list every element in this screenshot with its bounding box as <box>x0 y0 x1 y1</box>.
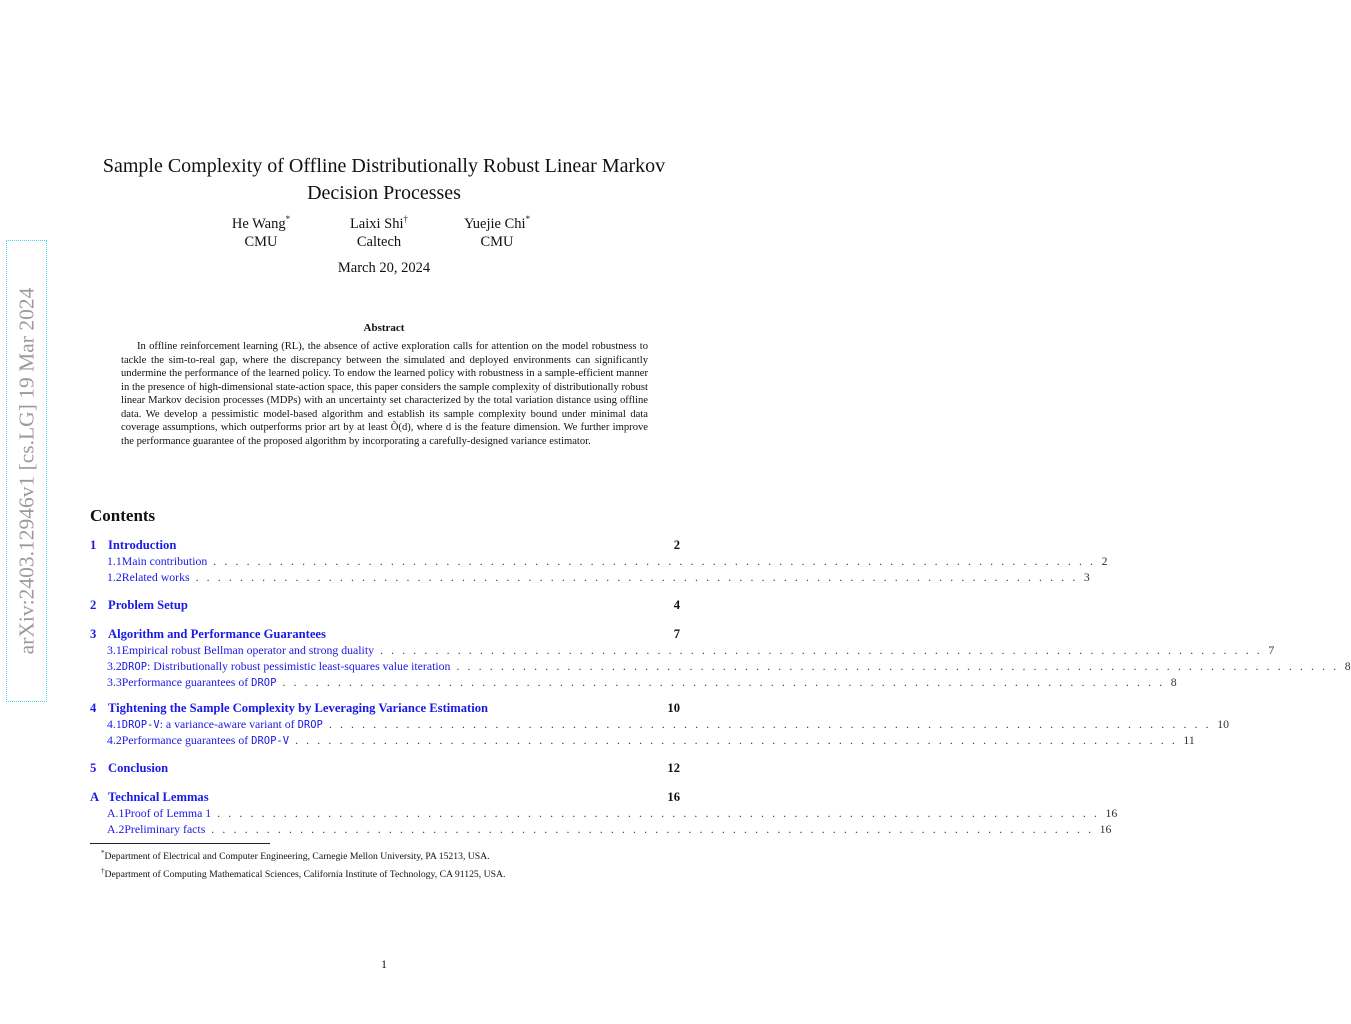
toc-entry[interactable] <box>90 659 1351 675</box>
toc-entry[interactable] <box>90 538 680 554</box>
toc-page-number[interactable]: 3 <box>1083 570 1090 584</box>
toc-entry[interactable] <box>90 761 680 777</box>
algorithm-name: DROP <box>251 677 277 689</box>
toc-entry[interactable] <box>90 701 680 717</box>
toc-label-text: : a variance-aware variant of <box>159 717 298 731</box>
toc-label-text: Tightening the Sample Complexity by Leveraging Variance Estimation <box>108 701 489 715</box>
toc-number: 3.3 <box>107 675 122 689</box>
toc-leader-dots: . . . . . . . . . . . . . . . . . . . . . . . . . . . . . . . . . . . . . . . . . . . . . . . . . . . . . . . . . . . . . . . . . . . . . . . . . . . . . . . . <box>328 717 1212 731</box>
toc-entry[interactable] <box>90 790 680 806</box>
toc-leader-dots: . . . . . . . . . . . . . . . . . . . . . . . . . . . . . . . . . . . . . . . . . . . . . . . . . . . . . . . . . . . . . . . . . . . . . . . . . . . . . . . . <box>295 733 1178 747</box>
toc-entry[interactable] <box>90 675 1177 691</box>
toc-page-number[interactable]: 10 <box>1217 717 1229 731</box>
author-mark: * <box>285 214 291 224</box>
algorithm-name: DROP <box>297 719 323 731</box>
toc-label-text: Performance guarantees of <box>121 675 252 689</box>
abstract-text: In offline reinforcement learning (RL), the absence of active exploration calls for attention on the model robustness to tackle the sim-to-real gap, where the discrepancy between the simulated and deployed environments can significantly undermine the performance of the learned policy. To endow the learned policy with robustness in a sample-efficient manner in the presence of high-dimensional state-action space, this paper considers the sample complexity of distributionally robust linear Markov decision processes (MDPs) with an uncertainty set characterized by the total variation distance using offline data. We develop a pessimistic model-based algorithm and establish its sample complexity bound under minimal data coverage assumptions, which outperforms prior art by at least Õ(d), where d is the feature dimension. We further improve the performance guarantee of the proposed algorithm by incorporating a carefully-designed variance estimator. <box>121 341 648 447</box>
toc-label[interactable] <box>122 554 208 569</box>
toc-label-text: Problem Setup <box>108 598 188 612</box>
toc-label-text: Preliminary facts <box>124 822 206 836</box>
author-mark: † <box>403 214 409 224</box>
toc-number: 3.2 <box>107 659 122 673</box>
toc-label-text: Performance guarantees of <box>121 733 252 747</box>
toc-leader-dots: . . . . . . . . . . . . . . . . . . . . . . . . . . . . . . . . . . . . . . . . . . . . . . . . . . . . . . . . . . . . . . . . . . . . . . . . . . . . . . . . <box>195 570 1078 584</box>
toc-page-number[interactable]: 7 <box>673 627 680 641</box>
author-affiliation: CMU <box>244 233 278 250</box>
author-mark: * <box>525 214 531 224</box>
toc-label[interactable] <box>122 717 323 732</box>
toc-leader-dots: . . . . . . . . . . . . . . . . . . . . . . . . . . . . . . . . . . . . . . . . . . . . . . . . . . . . . . . . . . . . . . . . . . . . . . . . . . . . . . . . <box>456 659 1339 673</box>
algorithm-name: DROP-V <box>251 735 290 747</box>
toc-page-number[interactable]: 11 <box>1183 733 1195 747</box>
toc-number: 2 <box>90 598 97 612</box>
toc-leader-dots: . . . . . . . . . . . . . . . . . . . . . . . . . . . . . . . . . . . . . . . . . . . . . . . . . . . . . . . . . . . . . . . . . . . . . . . . . . . . . . . . <box>211 822 1094 836</box>
paper-title: Sample Complexity of Offline Distributionally Robust Linear Markov Decision Processes <box>102 155 666 205</box>
toc-label[interactable] <box>108 790 209 805</box>
toc-label-text: Empirical robust Bellman operator and strong duality <box>121 643 375 657</box>
author-name: Yuejie Chi <box>463 215 526 232</box>
footnote-mark: † <box>101 867 105 876</box>
toc-page-number[interactable]: 8 <box>1344 659 1351 673</box>
toc-number: A.2 <box>107 822 125 836</box>
toc-label[interactable] <box>122 675 277 690</box>
toc-label[interactable] <box>122 659 451 674</box>
toc-number: 5 <box>90 761 97 775</box>
toc-label-text: Proof of Lemma 1 <box>124 806 212 820</box>
toc-number: 1 <box>90 538 97 552</box>
toc-label[interactable] <box>108 538 176 553</box>
toc-label[interactable] <box>122 570 190 585</box>
toc-number: 3 <box>90 627 97 641</box>
toc-page-number[interactable]: 12 <box>667 761 680 775</box>
toc-number: 4.1 <box>107 717 122 731</box>
toc-label-text: Conclusion <box>108 761 169 775</box>
toc-label-text: Technical Lemmas <box>108 790 209 804</box>
toc-label[interactable] <box>122 643 374 658</box>
toc-leader-dots: . . . . . . . . . . . . . . . . . . . . . . . . . . . . . . . . . . . . . . . . . . . . . . . . . . . . . . . . . . . . . . . . . . . . . . . . . . . . . . . . <box>380 643 1263 657</box>
author-affiliation: CMU <box>480 233 514 250</box>
toc-entry[interactable] <box>90 570 1090 586</box>
author-2 <box>319 210 439 251</box>
toc-label[interactable] <box>108 701 488 716</box>
toc-page-number[interactable]: 8 <box>1170 675 1177 689</box>
toc-entry[interactable] <box>90 806 1118 822</box>
toc-page-number[interactable]: 16 <box>1099 822 1112 836</box>
toc-number: 3.1 <box>107 643 122 657</box>
toc-entry[interactable] <box>90 554 1108 570</box>
footnote-2 <box>101 864 681 882</box>
toc-entry[interactable] <box>90 627 680 643</box>
toc-label-text: Related works <box>121 570 190 584</box>
toc-label-text: Algorithm and Performance Guarantees <box>108 627 326 641</box>
toc-label-text: Introduction <box>108 538 177 552</box>
arxiv-stamp[interactable] <box>6 240 47 702</box>
toc-label-text: : Distributionally robust pessimistic least-squares value iteration <box>147 659 451 673</box>
author-name: He Wang <box>231 215 286 232</box>
toc-page-number[interactable]: 10 <box>667 701 680 715</box>
author-3 <box>437 210 557 251</box>
toc-number: 4 <box>90 701 97 715</box>
page-number: 1 <box>381 957 387 971</box>
toc-number: 1.1 <box>107 554 122 568</box>
author-1 <box>201 210 321 251</box>
abstract-heading: Abstract <box>363 322 405 334</box>
toc-entry[interactable] <box>90 598 680 614</box>
toc-page-number[interactable]: 4 <box>673 598 680 612</box>
toc-page-number[interactable]: 16 <box>667 790 680 804</box>
toc-label[interactable] <box>122 733 289 748</box>
footnote-text: Department of Computing Mathematical Sciences, California Institute of Technology, CA 91125, USA. <box>104 869 506 881</box>
toc-entry[interactable] <box>90 643 1275 659</box>
toc-page-number[interactable]: 16 <box>1105 806 1118 820</box>
toc-entry[interactable] <box>90 822 1112 838</box>
toc-page-number[interactable]: 2 <box>1101 554 1108 568</box>
toc-page-number[interactable]: 2 <box>673 538 680 552</box>
footnote-text: Department of Electrical and Computer Engineering, Carnegie Mellon University, PA 15213, USA. <box>104 851 490 863</box>
toc-entry[interactable] <box>90 717 1229 733</box>
toc-label[interactable] <box>124 822 205 837</box>
contents-heading: Contents <box>90 506 156 525</box>
toc-leader-dots: . . . . . . . . . . . . . . . . . . . . . . . . . . . . . . . . . . . . . . . . . . . . . . . . . . . . . . . . . . . . . . . . . . . . . . . . . . . . . . . . <box>213 554 1096 568</box>
algorithm-name: DROP-V <box>121 719 160 731</box>
footnote-divider <box>90 843 270 844</box>
toc-entry[interactable] <box>90 733 1195 749</box>
toc-number: 1.2 <box>107 570 122 584</box>
toc-number: 4.2 <box>107 733 122 747</box>
toc-leader-dots: . . . . . . . . . . . . . . . . . . . . . . . . . . . . . . . . . . . . . . . . . . . . . . . . . . . . . . . . . . . . . . . . . . . . . . . . . . . . . . . . <box>217 806 1100 820</box>
toc-number: A.1 <box>107 806 125 820</box>
toc-label[interactable] <box>108 627 326 642</box>
arxiv-id: arXiv:2403.12946v1 [cs.LG] 19 Mar 2024 <box>14 287 38 655</box>
toc-label[interactable] <box>108 761 168 776</box>
toc-number: A <box>90 790 100 804</box>
toc-label[interactable] <box>124 806 211 821</box>
toc-label-text: Main contribution <box>121 554 208 568</box>
author-affiliation: Caltech <box>356 233 402 250</box>
footnote-1 <box>101 846 681 864</box>
footnotes <box>101 846 681 882</box>
algorithm-name: DROP <box>121 661 148 673</box>
footnote-mark: * <box>101 849 105 857</box>
toc-page-number[interactable]: 7 <box>1268 643 1275 657</box>
toc-label[interactable] <box>108 598 188 613</box>
author-name: Laixi Shi <box>349 215 404 232</box>
toc-leader-dots: . . . . . . . . . . . . . . . . . . . . . . . . . . . . . . . . . . . . . . . . . . . . . . . . . . . . . . . . . . . . . . . . . . . . . . . . . . . . . . . . <box>282 675 1165 689</box>
paper-date: March 20, 2024 <box>337 260 431 276</box>
